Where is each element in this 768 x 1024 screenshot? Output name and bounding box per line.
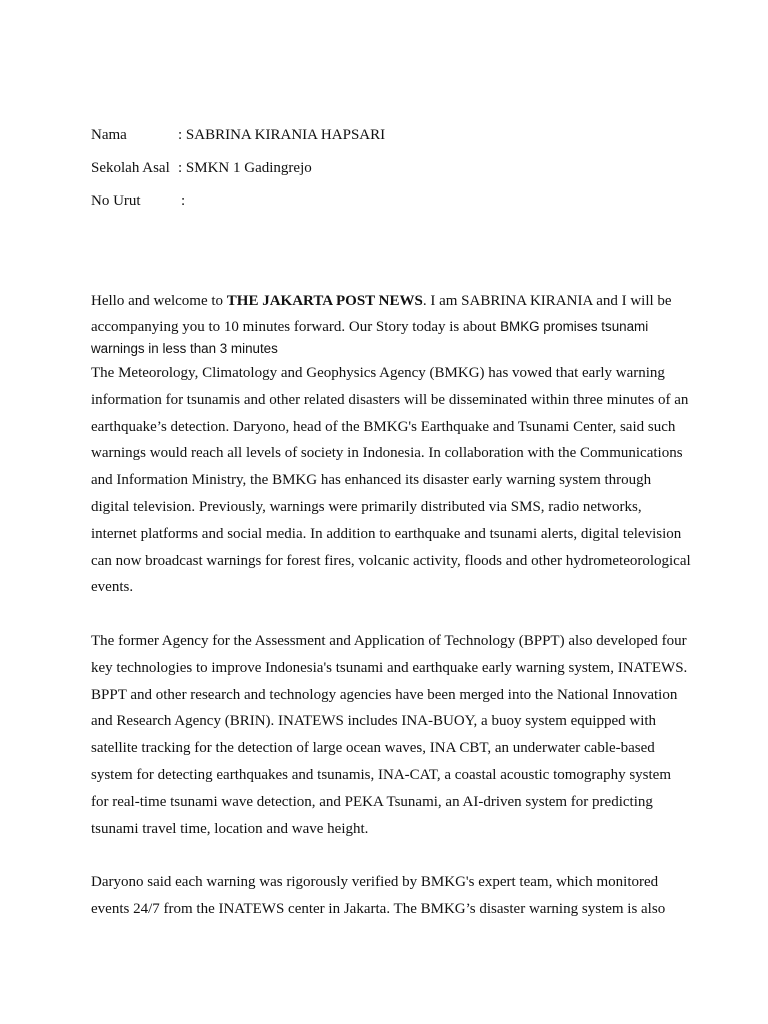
paragraph-spacer (91, 842, 691, 869)
number-row (91, 190, 691, 223)
paragraph-spacer (91, 601, 691, 628)
paragraph-inatews: The former Agency for the Assessment and Application of Technology (BPPT) also developed four key technologies to improve Indonesia's tsunami and earthquake early warning system, INATEWS. BPPT and other research and technology agencies have been merged into the National Innovation and Research Agency (BRIN). INATEWS includes INA-BUOY, a buoy system equipped with satellite tracking for the detection of large ocean waves, INA CBT, an underwater cable-based system for detecting earthquakes and tsunamis, INA-CAT, a coastal acoustic tomography system for real-time tsunami wave detection, and PEKA Tsunami, an AI-driven system for predicting tsunami travel time, location and wave height. (91, 632, 688, 837)
name-value: : SABRINA KIRANIA HAPSARI (178, 127, 386, 143)
name-label: Nama (91, 127, 127, 143)
intro-greeting: Hello and welcome to (91, 293, 227, 309)
story-topic: BMKG promises tsunami (500, 319, 649, 334)
student-identity-block (91, 124, 691, 223)
paragraph-bmkg-warning: The Meteorology, Climatology and Geophysics Agency (BMKG) has vowed that early warning information for tsunamis and other related disasters will be disseminated within three minutes of an earthquake’s detection. Daryono, head of the BMKG's Earthquake and Tsunami Center, said such warnings would reach all levels of society in Indonesia. In collaboration with the Communications and Information Ministry, the BMKG has enhanced its disaster early warning system through digital television. Previously, warnings were primarily distributed via SMS, radio networks, internet platforms and social media. In addition to earthquake and tsunami alerts, digital television can now broadcast warnings for forest fires, volcanic activity, floods and other hydrometeorological events. (91, 365, 691, 596)
number-value: : (181, 193, 186, 209)
school-value: : SMKN 1 Gadingrejo (178, 160, 312, 176)
story-topic-continued: warnings in less than 3 minutes (91, 341, 278, 356)
number-label: No Urut (91, 193, 141, 209)
school-row (91, 157, 691, 190)
news-script (91, 288, 691, 923)
intro-paragraph (91, 288, 691, 360)
paragraph-verification: Daryono said each warning was rigorously verified by BMKG's expert team, which monitored events 24/7 from the INATEWS center in Jakarta. The BMKG’s disaster warning system is also (91, 874, 666, 917)
name-row (91, 124, 691, 157)
program-name: THE JAKARTA POST NEWS (226, 293, 423, 309)
intro-text: . I am SABRINA KIRANIA and I will be accompanying you to 10 minutes forward. Our Story today is about (91, 293, 672, 335)
school-label: Sekolah Asal (91, 160, 170, 176)
